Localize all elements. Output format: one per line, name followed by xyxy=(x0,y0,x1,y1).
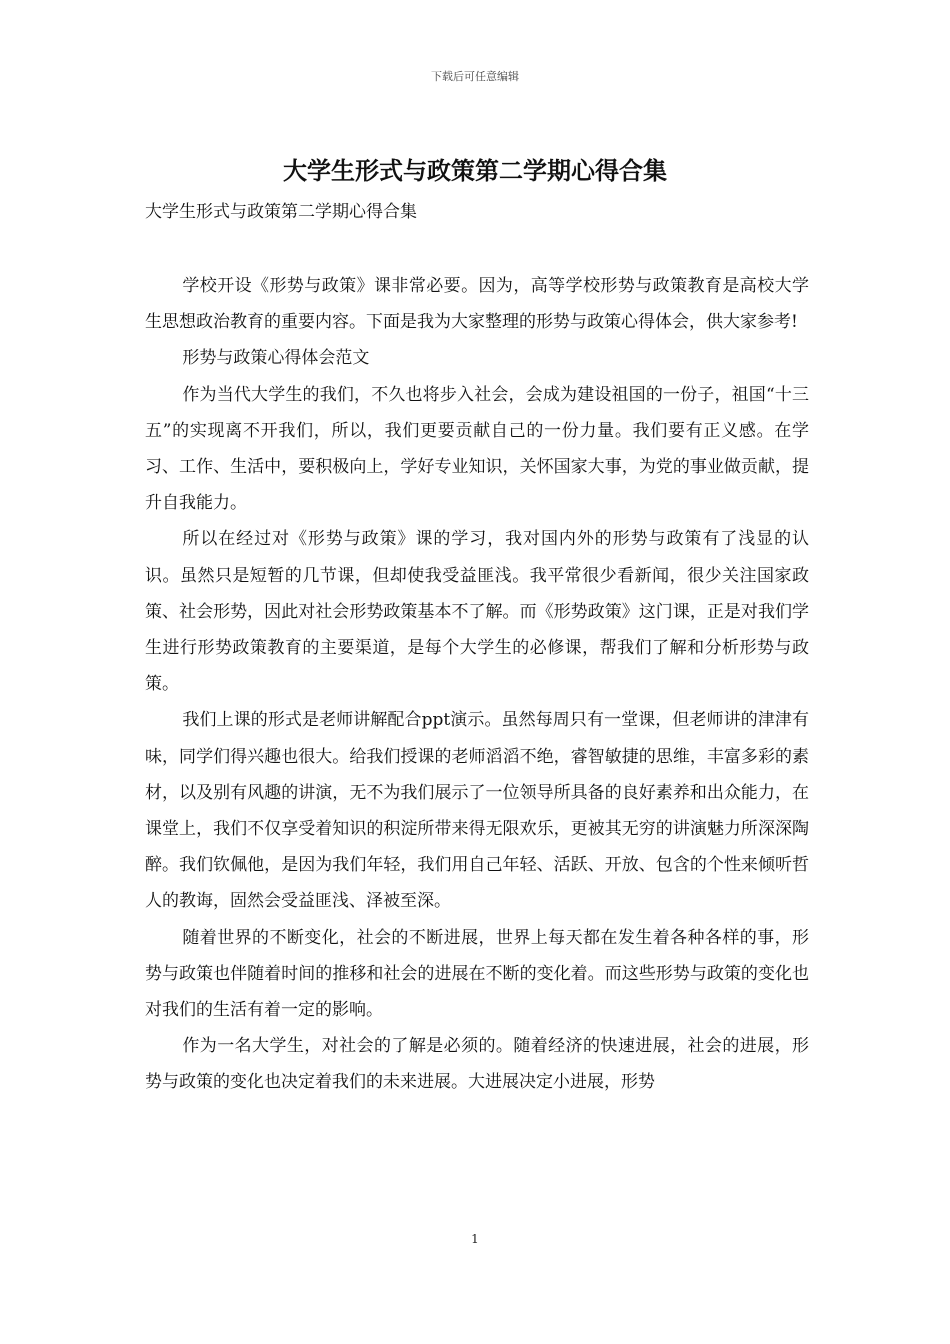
paragraph: 我们上课的形式是老师讲解配合ppt演示。虽然每周只有一堂课，但老师讲的津津有味，同学们得兴趣也很大。给我们授课的老师滔滔不绝，睿智敏捷的思维，丰富多彩的素材，以及别有风趣的讲演，无不为我们展示了一位领导所具备的良好素养和出众能力，在课堂上，我们不仅享受着知识的积淀所带来得无限欢乐，更被其无穷的讲演魅力所深深陶醉。我们钦佩他，是因为我们年轻，我们用自己年轻、活跃、开放、包含的个性来倾听哲人的教诲，固然会受益匪浅、泽被至深。 xyxy=(145,710,809,912)
section-heading: 形势与政策心得体会范文 xyxy=(182,348,370,369)
paragraph-intro: 学校开设《形势与政策》课非常必要。因为，高等学校形势与政策教育是高校大学生思想政治教育的重要内容。下面是我为大家整理的形势与政策心得体会，供大家参考! xyxy=(145,276,809,333)
document-subtitle: 大学生形式与政策第二学期心得合集 xyxy=(145,202,417,222)
paragraph: 作为一名大学生，对社会的了解是必须的。随着经济的快速进展，社会的进展，形势与政策的变化也决定着我们的未来进展。大进展决定小进展，形势 xyxy=(145,1036,809,1093)
paragraph: 作为当代大学生的我们，不久也将步入社会，会成为建设祖国的一份子，祖国“十三五”的实现离不开我们，所以，我们更要贡献自己的一份力量。我们要有正义感。在学习、工作、生活中，要积极向上，学好专业知识，关怀国家大事，为党的事业做贡献，提升自我能力。 xyxy=(145,384,809,514)
paragraph: 随着世界的不断变化，社会的不断进展，世界上每天都在发生着各种各样的事，形势与政策也伴随着时间的推移和社会的进展在不断的变化着。而这些形势与政策的变化也对我们的生活有着一定的影响。 xyxy=(145,927,809,1021)
document-title: 大学生形式与政策第二学期心得合集 xyxy=(283,156,667,185)
page-number: 1 xyxy=(471,1232,479,1246)
paragraph: 所以在经过对《形势与政策》课的学习，我对国内外的形势与政策有了浅显的认识。虽然只是短暂的几节课，但却使我受益匪浅。我平常很少看新闻，很少关注国家政策、社会形势，因此对社会形势政策基本不了解。而《形势政策》这门课，正是对我们学生进行形势政策教育的主要渠道，是每个大学生的必修课，帮我们了解和分析形势与政策。 xyxy=(145,529,809,695)
page-header-note: 下载后可任意编辑 xyxy=(431,70,519,83)
document-body xyxy=(145,268,809,1101)
